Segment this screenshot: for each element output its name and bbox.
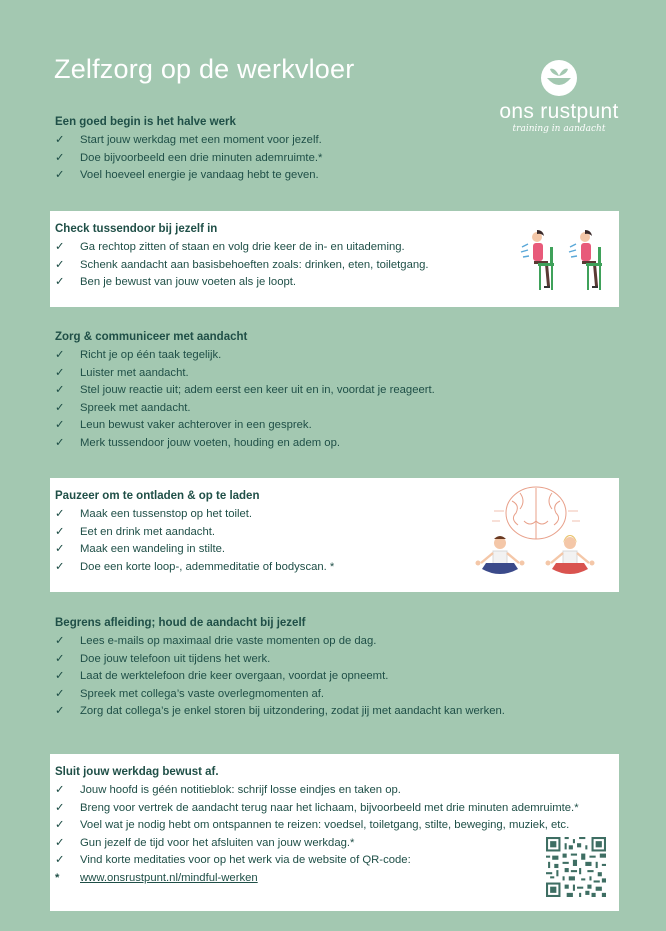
check-icon: ✓ [55,258,65,271]
logo-bowl-icon [538,58,580,98]
section-heading: Check tussendoor bij jezelf in [55,223,218,235]
check-icon: ✓ [55,276,65,289]
check-icon: ✓ [55,635,65,647]
logo-tagline: training in aandacht [512,124,606,134]
check-icon: ✓ [55,784,65,796]
check-icon: ✓ [55,169,65,182]
checklist [50,633,619,721]
check-icon: ✓ [55,670,65,683]
list-item: ✓ Start jouw werkdag met een moment voor jezelf. [55,132,619,150]
check-icon: ✓ [55,836,65,849]
list-item: ✓ Breng voor vertrek de aandacht terug naar het lichaam, bijvoorbeeld met drie minuten ademruimte.* [55,800,619,818]
list-item: ✓ Lees e-mails op maximaal drie vaste momenten op de dag. [55,633,619,651]
section-heading: Zorg & communiceer met aandacht [55,331,248,343]
checklist [50,347,619,453]
check-icon: ✓ [55,436,65,449]
page-title: Zelfzorg op de werkvloer [54,54,355,84]
check-icon: ✓ [55,560,65,573]
check-icon: ✓ [55,854,65,867]
list-item: ✓ Richt je op één taak tegelijk. [55,347,619,365]
link-line [55,870,619,888]
check-icon: ✓ [55,401,65,414]
section-pause [50,478,619,592]
breathing-illustration [512,217,612,301]
list-item: ✓ Luister met aandacht. [55,365,619,383]
section-limit-distraction [50,617,619,721]
list-item: ✓ Maak een tussenstop op het toilet. [55,506,619,524]
list-item: ✓ Leun bewust vaker achterover in een gesprek. [55,417,619,435]
section-good-start [50,116,619,185]
checklist [50,782,619,888]
section-heading: Sluit jouw werkdag bewust af. [55,766,219,778]
list-item: ✓ Doe bijvoorbeeld een drie minuten ademruimte.* [55,150,619,168]
check-icon: ✓ [55,384,65,397]
list-item: ✓ Laat de werktelefoon drie keer overgaan, voordat je opneemt. [55,668,619,686]
footnote-mark: * [55,871,60,884]
check-icon: ✓ [55,241,65,253]
check-icon: ✓ [55,687,65,700]
section-heading: Een goed begin is het halve werk [55,116,236,128]
check-icon: ✓ [55,525,65,538]
list-item: ✓ Schenk aandacht aan basisbehoeften zoals: drinken, eten, toiletgang. [55,257,619,275]
check-icon: ✓ [55,543,65,556]
list-item: ✓ Zorg dat collega’s je enkel storen bij uitzondering, zodat jij met aandacht kan werken. [55,703,619,721]
list-item: ✓ Eet en drink met aandacht. [55,524,619,542]
check-icon: ✓ [55,151,65,164]
list-item: ✓ Ben je bewust van jouw voeten als je loopt. [55,274,619,292]
list-item: ✓ Voel hoeveel energie je vandaag hebt te geven. [55,167,619,185]
checklist [50,132,619,185]
meditation-illustration [464,481,604,589]
list-item: ✓ Stel jouw reactie uit; adem eerst een keer uit en in, voordat je reageert. [55,382,619,400]
check-icon: ✓ [55,366,65,379]
list-item: ✓ Vind korte meditaties voor op het werk via de website of QR-code: [55,852,619,870]
list-item: ✓ Doe een korte loop-, ademmeditatie of bodyscan. * [55,559,619,577]
list-item: ✓ Gun jezelf de tijd voor het afsluiten van jouw werkdag.* [55,835,619,853]
list-item: ✓ Ga rechtop zitten of staan en volg drie keer de in- en uitademing. [55,239,619,257]
section-check-in [50,211,619,307]
list-item: ✓ Spreek met collega’s vaste overlegmomenten af. [55,686,619,704]
list-item: ✓ Spreek met aandacht. [55,400,619,418]
section-close-day [50,754,619,911]
website-link[interactable]: www.onsrustpunt.nl/mindful-werken [80,871,258,884]
check-icon: ✓ [55,419,65,432]
check-icon: ✓ [55,349,65,361]
qr-code[interactable] [546,837,606,897]
check-icon: ✓ [55,134,65,146]
check-icon: ✓ [55,508,65,520]
check-icon: ✓ [55,705,65,718]
list-item: ✓ Jouw hoofd is géén notitieblok: schrijf losse eindjes en taken op. [55,782,619,800]
check-icon: ✓ [55,819,65,832]
list-item: ✓ Voel wat je nodig hebt om ontspannen te reizen: voedsel, toiletgang, stilte, beweging, muziek, etc. [55,817,619,835]
check-icon: ✓ [55,801,65,814]
logo-brand: ons rustpunt [499,100,619,123]
list-item: ✓ Doe jouw telefoon uit tijdens het werk. [55,651,619,669]
section-communicate [50,331,619,453]
list-item: ✓ Maak een wandeling in stilte. [55,541,619,559]
section-heading: Pauzeer om te ontladen & op te laden [55,490,260,502]
check-icon: ✓ [55,652,65,665]
list-item: ✓ Merk tussendoor jouw voeten, houding en adem op. [55,435,619,453]
section-heading: Begrens afleiding; houd de aandacht bij jezelf [55,617,306,629]
